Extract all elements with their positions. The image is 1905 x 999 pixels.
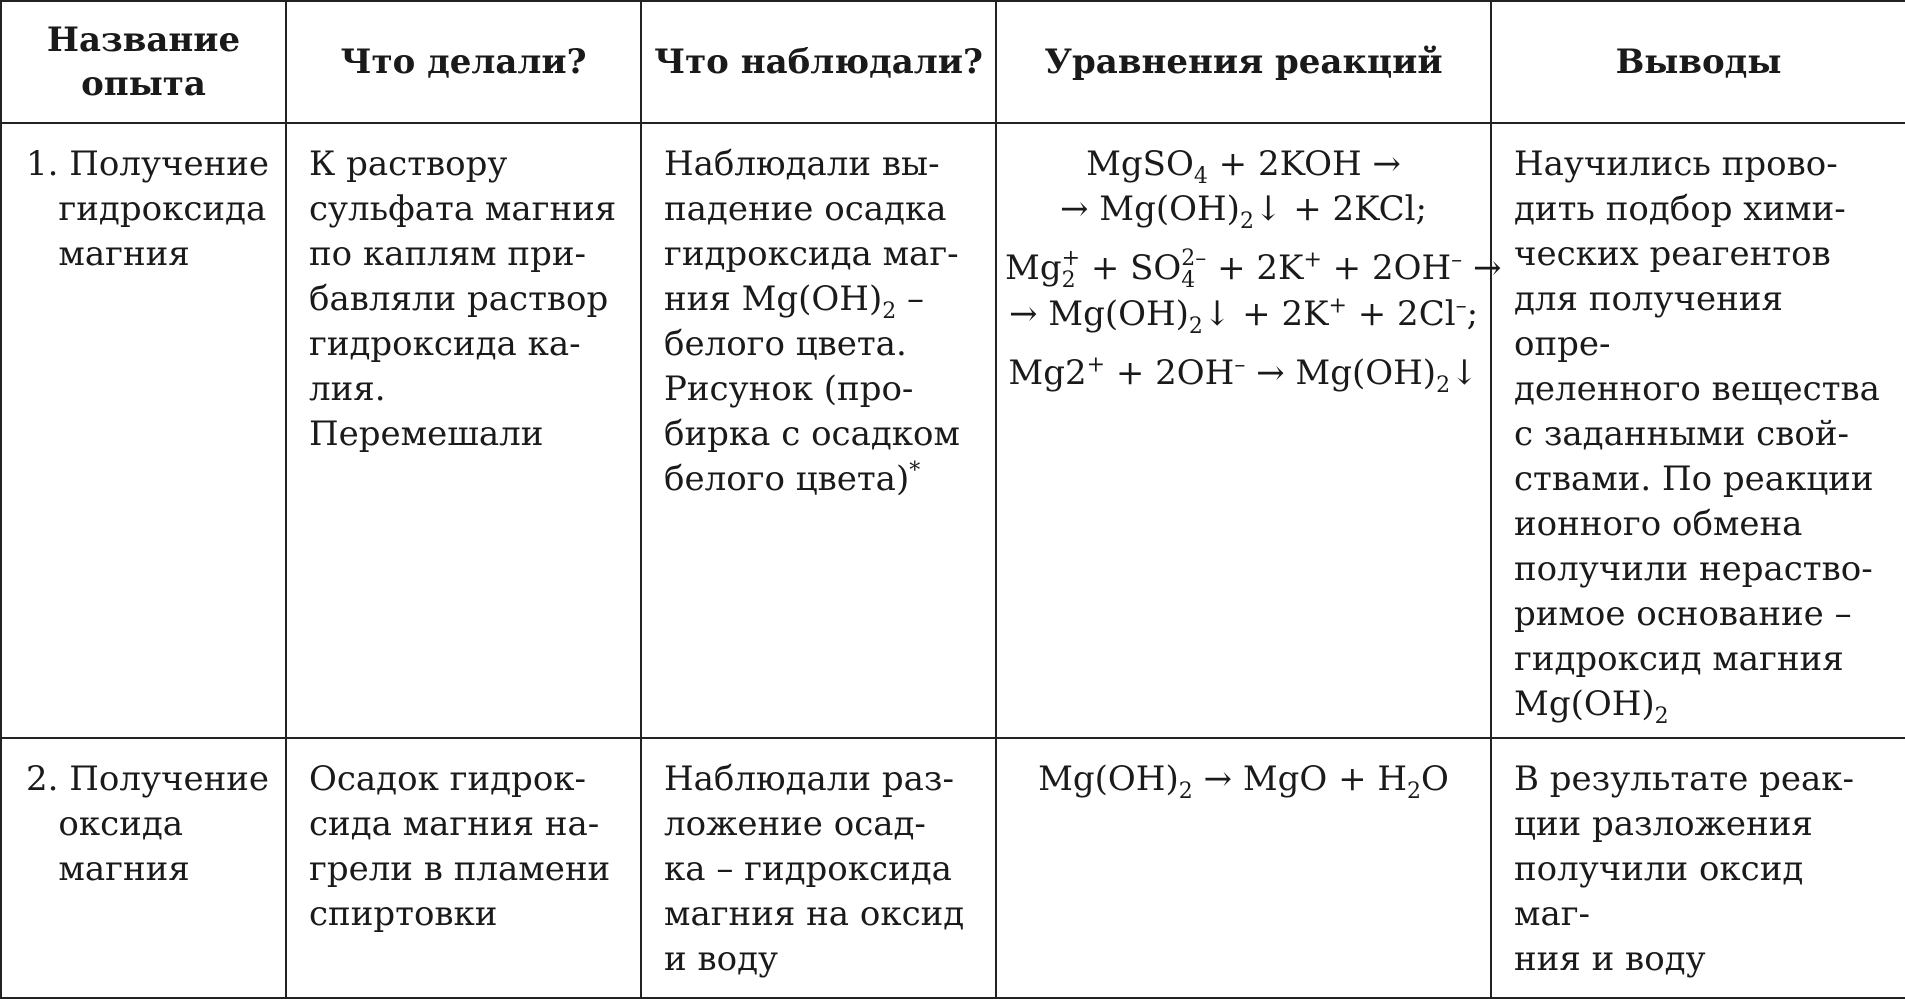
- header-what-observed: Что наблюдали?: [641, 1, 996, 123]
- row1-observed-text-a: Наблюдали вы- падение осадка гидроксида маг- ния Mg(OH): [664, 144, 959, 319]
- row1-conclusion: [1491, 123, 1905, 738]
- row1-conclusion-text: Научились прово- дить подбор хими- ческих реагентов для получения опре- деленного вещества с заданными свой- ствами. По реакции ионного обмена получили нераство- римое основание – гидроксид магния Mg(OH): [1514, 144, 1880, 724]
- row2-did: Осадок гидрок- сида магния на- грели в пламени спиртовки: [286, 738, 641, 998]
- row1-did: К раствору сульфата магния по каплям при- бавляли раствор гидроксида ка- лия. Перемешали: [286, 123, 641, 738]
- row2-conclusion: В результате реак- ции разложения получили оксид маг- ния и воду: [1491, 738, 1905, 998]
- row1-observed-footnote: *: [909, 458, 921, 484]
- header-conclusions: Выводы: [1491, 1, 1905, 123]
- header-what-did: Что делали?: [286, 1, 641, 123]
- header-row: [1, 1, 1905, 123]
- equation-full-ionic-line2: → $Mg(OH)_2↓ + 2K^+ + 2Cl^-$;: [1008, 293, 1479, 339]
- row1-observed-sub: 2: [882, 298, 897, 324]
- equation-full-ionic-line1: Mg + 2 + SO 2– 4 + 2K+ + 2OH– →: [1005, 246, 1502, 293]
- equation-decomposition: $Mg(OH)_2$ → MgO + $H_2O$: [1038, 759, 1449, 804]
- row2-name: 2. Получение оксида магния: [1, 738, 286, 998]
- row1-name: 1. Получение гидроксида магния: [1, 123, 286, 738]
- row1-observed-text-b: – белого цвета. Рисунок (про- бирка с осадком белого цвета): [664, 279, 960, 499]
- header-experiment-name: Название опыта: [1, 1, 286, 123]
- equation-molecular-line2: → $Mg(OH)_2↓ + 2KCl$;: [1060, 189, 1427, 234]
- row1-observed: [641, 123, 996, 738]
- row1-equations: [996, 123, 1502, 738]
- row2-observed: Наблюдали раз- ложение осад- ка – гидроксида магния на оксид и воду: [641, 738, 996, 998]
- row2-equations: [996, 738, 1491, 998]
- row1-conclusion-sub: 2: [1654, 703, 1669, 729]
- equation-short-ionic: $Mg2^+ + 2OH^- \to Mg(OH)_2↓$: [1008, 352, 1479, 398]
- table-row: [1, 123, 1905, 738]
- header-equations: Уравнения реакций: [996, 1, 1491, 123]
- equation-molecular-line1: MgSO$_4$ + 2KOH →: [1086, 144, 1401, 189]
- table-row: [1, 738, 1905, 998]
